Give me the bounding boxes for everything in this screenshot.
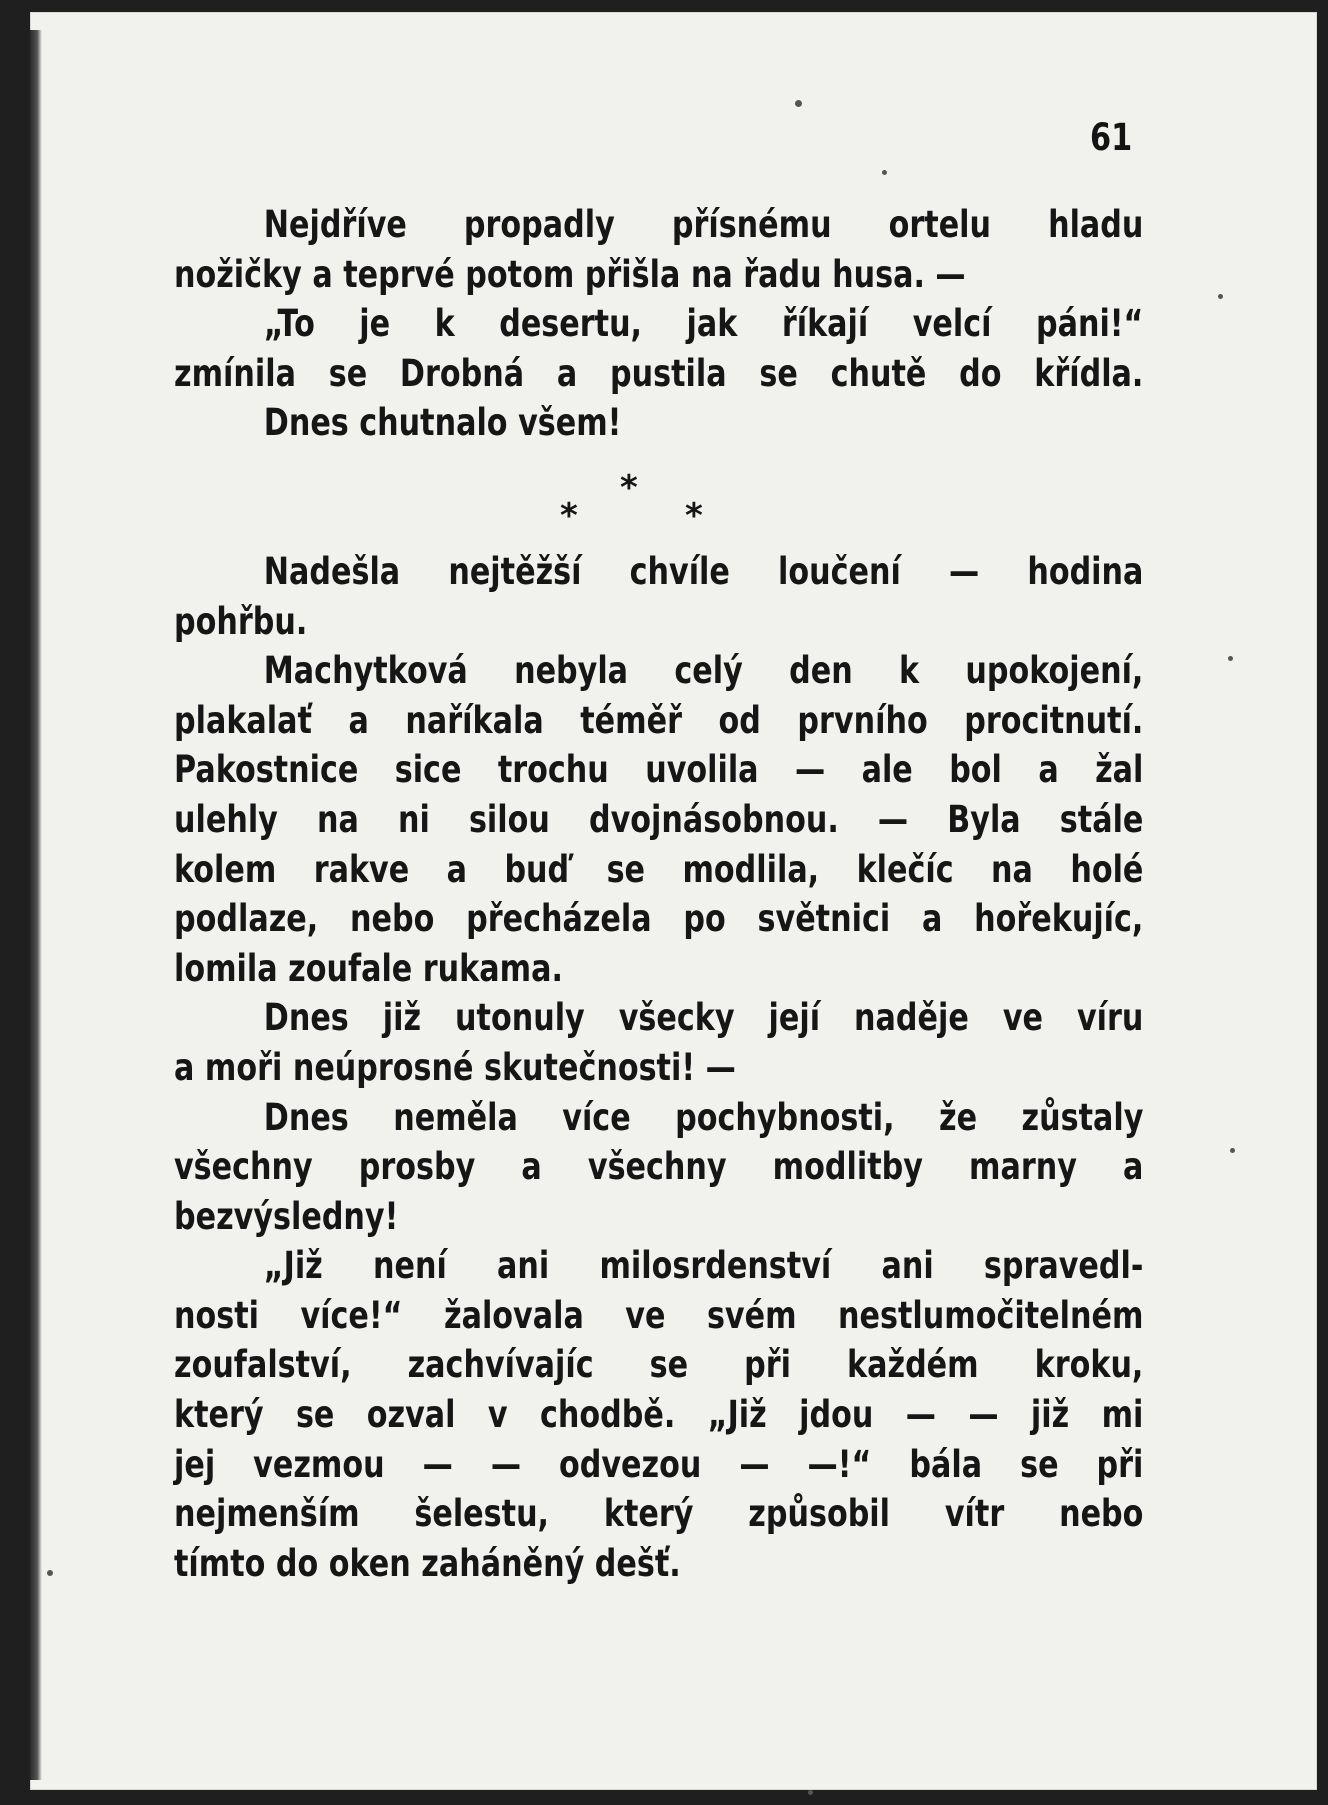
print-speck <box>882 170 887 175</box>
divider-asterisk: * <box>685 496 703 536</box>
page-number: 61 <box>1090 116 1133 159</box>
text-line: a moři neúprosné skutečnosti! — <box>174 1045 736 1089</box>
text-line: lomila zoufale rukama. <box>174 946 563 990</box>
print-speck <box>1228 656 1233 661</box>
text-line: plakalať a naříkala téměř od prvního procitnutí. <box>174 698 1144 742</box>
text-line: tímto do oken zaháněný dešť. <box>174 1541 681 1585</box>
print-speck <box>795 100 802 107</box>
divider-asterisk: * <box>620 468 638 508</box>
text-line: Pakostnice sice trochu uvolila — ale bol a žal <box>174 748 1144 792</box>
body-text <box>174 200 1144 1588</box>
paragraph-block-top <box>174 200 1144 448</box>
text-line: Nadešla nejtěžší chvíle loučení — hodina <box>263 549 1144 593</box>
print-speck <box>1218 294 1223 299</box>
text-line: kolem rakve a buď se modlila, klečíc na holé <box>174 847 1144 891</box>
print-speck <box>1230 1148 1235 1153</box>
text-line: Nejdříve propadly přísnému ortelu hladu <box>263 203 1144 246</box>
text-line: jej vezmou — — odvezou — —!“ bála se při <box>174 1442 1144 1486</box>
text-line: nosti více!“ žalovala ve svém nestlumočitelném <box>174 1293 1144 1337</box>
text-line: Dnes již utonuly všecky její naděje ve víru <box>263 996 1144 1040</box>
divider-asterisk: * <box>560 496 578 536</box>
print-speck <box>47 1570 53 1576</box>
text-line: nejmenším šelestu, který způsobil vítr nebo <box>174 1492 1144 1536</box>
text-line: ulehly na ni silou dvojnásobnou. — Byla stále <box>174 797 1144 841</box>
text-line: podlaze, nebo přecházela po světnici a hořekujíc, <box>174 897 1144 941</box>
section-divider <box>560 468 740 538</box>
text-line: nožičky a teprvé potom přišla na řadu husa. — <box>174 252 966 296</box>
text-line: který se ozval v chodbě. „Již jdou — — již mi <box>174 1393 1144 1437</box>
text-line: „Již není ani milosrdenství ani spravedl- <box>263 1244 1144 1288</box>
paragraph-block-bottom <box>174 547 1144 1588</box>
text-line: „To je k desertu, jak říkají velcí páni!“ <box>263 302 1144 346</box>
print-speck <box>808 1790 813 1795</box>
text-line: Dnes neměla více pochybnosti, že zůstaly <box>263 1095 1144 1139</box>
text-line: pohřbu. <box>174 599 308 643</box>
text-line: zoufalství, zachvívajíc se při každém kroku, <box>174 1343 1144 1387</box>
text-line: zmínila se Drobná a pustila se chutě do křídla. <box>174 351 1144 395</box>
text-line: všechny prosby a všechny modlitby marny a <box>174 1145 1144 1189</box>
book-binding-shadow <box>30 30 42 1780</box>
text-line: Dnes chutnalo všem! <box>263 401 622 445</box>
text-line: Machytková nebyla celý den k upokojení, <box>263 649 1144 693</box>
text-line: bezvýsledny! <box>174 1194 399 1238</box>
